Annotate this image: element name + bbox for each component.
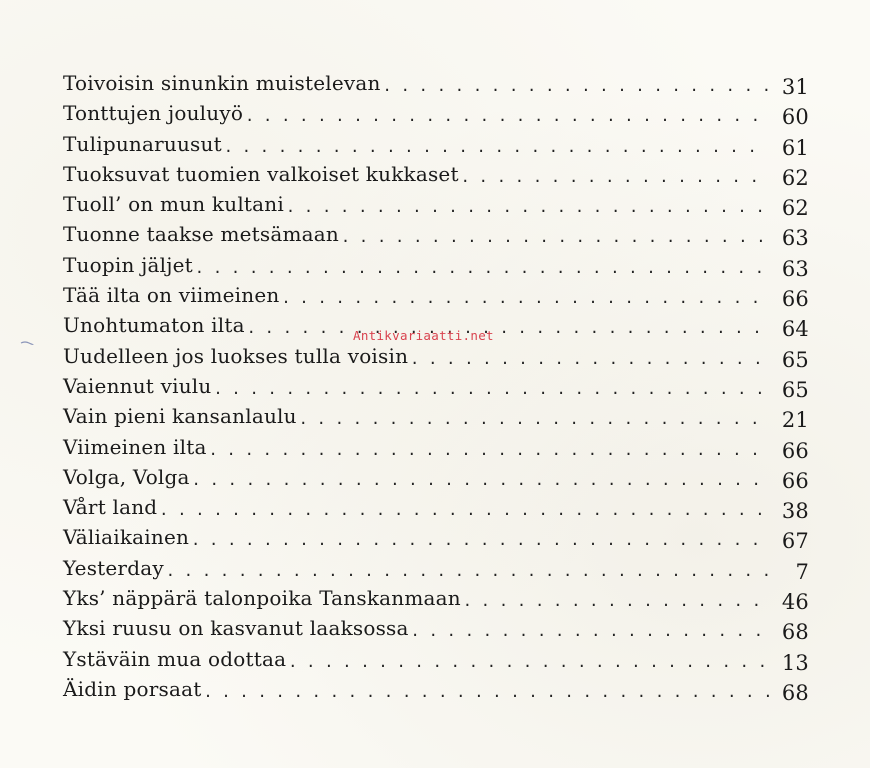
dot-leader <box>159 495 769 525</box>
toc-entry-title: Tuoksuvat tuomien valkoiset kukkaset <box>63 161 459 186</box>
toc-entry-page-number: 66 <box>781 468 809 493</box>
toc-entry <box>63 189 809 219</box>
toc-entry <box>63 68 809 98</box>
toc-entry-title: Uudelleen jos luokses tulla voisin <box>63 343 409 368</box>
toc-entry-page-number: 13 <box>781 650 809 675</box>
toc-entry <box>63 492 809 522</box>
toc-entry-title: Viimeinen ilta <box>63 434 207 459</box>
toc-entry-page-number: 38 <box>781 499 809 524</box>
toc-entry-title: Vaiennut viulu <box>63 373 212 398</box>
toc-entry <box>63 462 809 492</box>
toc-entry <box>63 280 809 310</box>
toc-entry-title: Tuonne taakse metsämaan <box>63 222 339 247</box>
toc-entry-title: Väliaikainen <box>63 525 190 550</box>
toc-entry-title: Toivoisin sinunkin muistelevan <box>63 71 381 95</box>
toc-entry-page-number: 68 <box>781 680 809 705</box>
toc-entry-page-number: 65 <box>781 347 809 372</box>
toc-entry-title: Yesterday <box>63 555 164 580</box>
toc-entry-page-number: 63 <box>781 226 809 251</box>
toc-entry-page-number: 66 <box>781 438 809 463</box>
dot-leader <box>461 162 769 192</box>
toc-entry <box>63 613 809 643</box>
toc-entry <box>63 159 809 189</box>
toc-entry-title: Tuopin jäljet <box>63 252 193 277</box>
toc-entry <box>63 401 809 431</box>
toc-entry-title: Tonttujen jouluyö <box>63 101 244 126</box>
toc-entry-page-number: 67 <box>781 529 809 554</box>
toc-entry-page-number: 31 <box>781 75 809 99</box>
toc-entry-page-number: 65 <box>781 377 809 402</box>
dot-leader <box>166 556 769 586</box>
toc-entry <box>63 553 809 583</box>
toc-entry-title: Yks’ näppärä talonpoika Tanskanmaan <box>63 586 461 611</box>
toc-entry-title: Vårt land <box>63 495 158 520</box>
dot-leader <box>288 647 769 677</box>
toc-entry-title: Tuoll’ on mun kultani <box>63 192 284 217</box>
dot-leader <box>299 404 769 434</box>
toc-entry <box>63 674 809 704</box>
toc-entry-title: Yksi ruusu on kasvanut laaksossa <box>63 616 409 641</box>
toc-entry <box>63 644 809 674</box>
toc-entry-title: Unohtumaton ilta <box>63 313 245 338</box>
toc-entry <box>63 522 809 552</box>
dot-leader <box>209 435 769 465</box>
toc-entry-title: Vain pieni kansanlaulu <box>63 404 297 429</box>
toc-entry-page-number: 66 <box>781 287 809 312</box>
paper-speck-icon <box>20 340 34 346</box>
toc-entry <box>63 129 809 159</box>
table-of-contents <box>63 68 809 704</box>
toc-entry-title: Tulipunaruusut <box>63 131 222 156</box>
dot-leader <box>203 677 769 707</box>
toc-entry-page-number: 62 <box>781 196 809 221</box>
dot-leader <box>245 101 769 131</box>
dot-leader <box>191 525 769 555</box>
toc-entry-page-number: 61 <box>781 135 809 160</box>
toc-entry <box>63 341 809 371</box>
toc-entry <box>63 219 809 249</box>
dot-leader <box>224 132 769 162</box>
dot-leader <box>192 465 769 495</box>
toc-entry <box>63 371 809 401</box>
dot-leader <box>281 283 769 313</box>
toc-entry <box>63 583 809 613</box>
dot-leader <box>213 374 769 404</box>
toc-entry-page-number: 63 <box>781 256 809 281</box>
dot-leader <box>286 192 769 222</box>
toc-entry-page-number: 7 <box>795 559 809 584</box>
dot-leader <box>195 253 769 283</box>
watermark-text: Antikvariaatti.net <box>353 328 494 343</box>
toc-entry-page-number: 60 <box>781 105 809 130</box>
dot-leader <box>341 222 769 252</box>
dot-leader <box>463 586 769 616</box>
dot-leader <box>383 71 769 101</box>
dot-leader <box>247 313 769 343</box>
dot-leader <box>411 616 769 646</box>
toc-entry-page-number: 46 <box>781 590 809 615</box>
toc-entry <box>63 432 809 462</box>
toc-entry <box>63 98 809 128</box>
toc-entry-page-number: 64 <box>781 317 809 342</box>
dot-leader <box>410 344 769 374</box>
toc-entry-page-number: 68 <box>781 620 809 645</box>
toc-entry-title: Volga, Volga <box>63 464 190 489</box>
toc-entry-title: Tää ilta on viimeinen <box>63 283 280 308</box>
toc-entry-page-number: 21 <box>781 408 809 433</box>
toc-entry <box>63 250 809 280</box>
toc-entry-title: Äidin porsaat <box>63 676 202 701</box>
toc-entry-title: Ystäväin mua odottaa <box>63 646 287 671</box>
toc-entry-page-number: 62 <box>781 165 809 190</box>
